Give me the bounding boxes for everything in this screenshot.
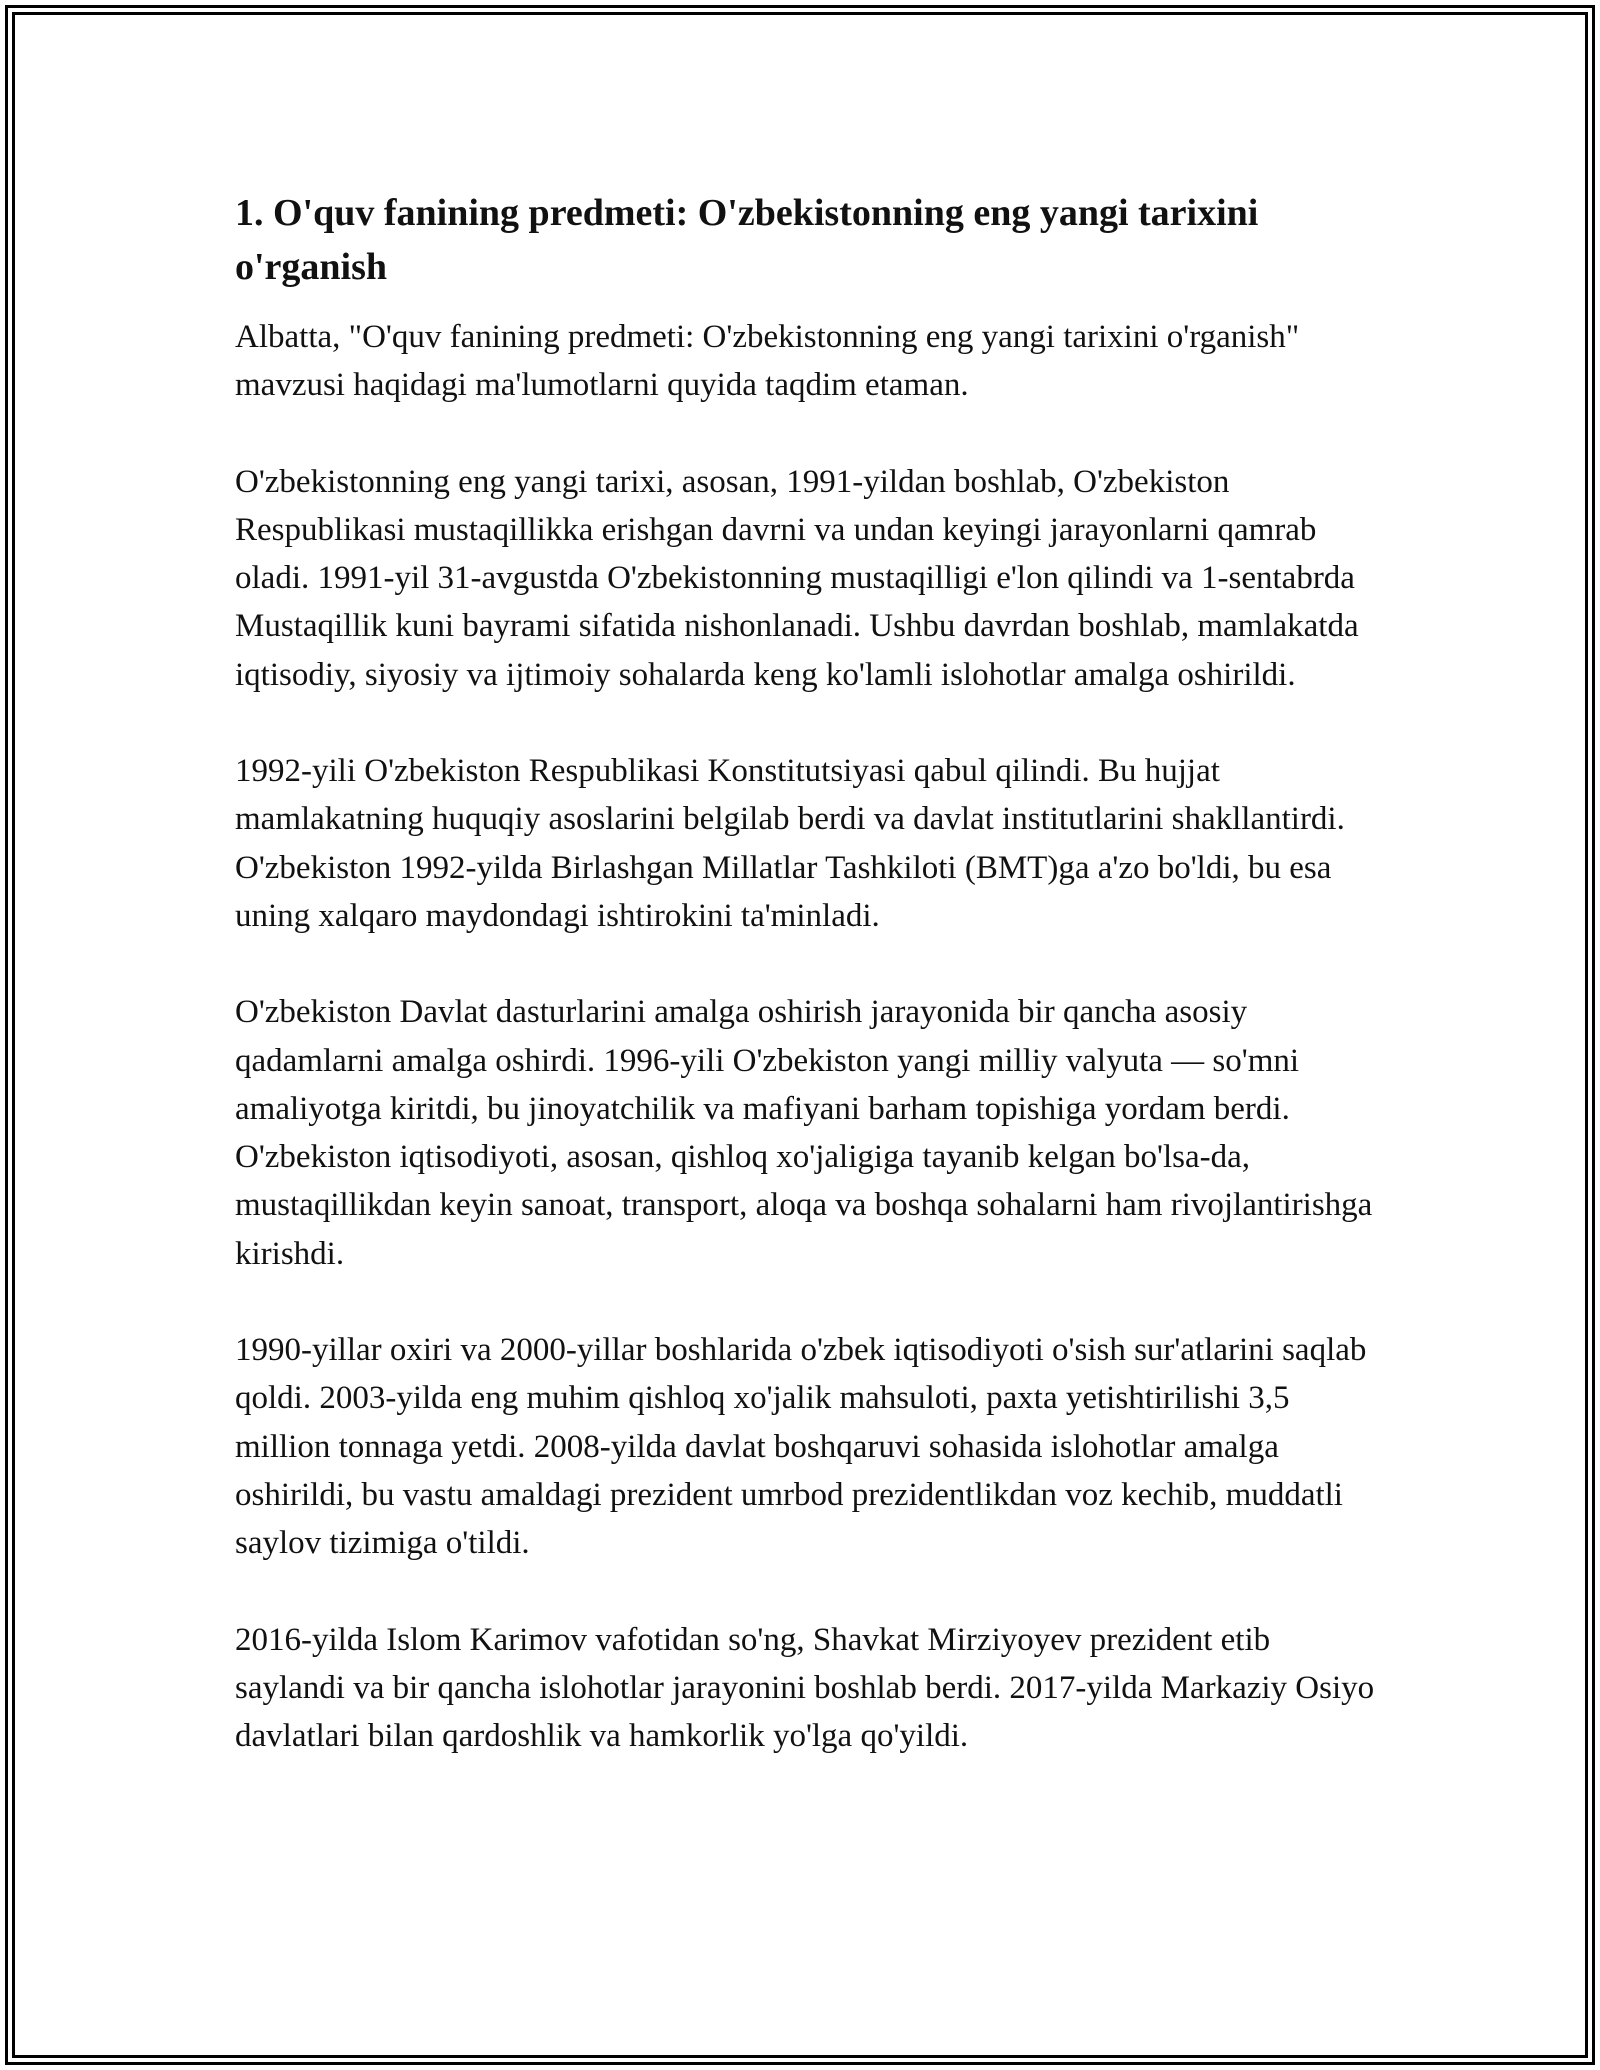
paragraph-intro: Albatta, "O'quv fanining predmeti: O'zbekistonning eng yangi tarixini o'rganish" mavzusi haqidagi ma'lumotlarni quyida taqdim etaman. bbox=[235, 319, 1300, 404]
document-title: 1. O'quv fanining predmeti: O'zbekistonning eng yangi tarixini o'rganish bbox=[235, 192, 1259, 288]
paragraph-economy-growth: 1990-yillar oxiri va 2000-yillar boshlarida o'zbek iqtisodiyoti o'sish sur'atlarini saqlab qoldi. 2003-yilda eng muhim qishloq xo'jalik mahsuloti, paxta yetishtirilishi 3,5 million tonnaga yetdi. 2008-yilda davlat boshqaruvi sohasida islohotlar amalga oshirildi, bu vastu amaldagi prezident umrbod prezidentlikdan voz kechib, muddatli saylov tizimiga o'tildi. bbox=[235, 1332, 1367, 1562]
document-body bbox=[235, 186, 1375, 1808]
paragraph-constitution: 1992-yili O'zbekiston Respublikasi Konstitutsiyasi qabul qilindi. Bu hujjat mamlakatning huquqiy asoslarini belgilab berdi va davlat institutlarini shakllantirdi. O'zbekiston 1992-yilda Birlashgan Millatlar Tashkiloti (BMT)ga a'zo bo'ldi, bu esa uning xalqaro maydondagi ishtirokini ta'minladi. bbox=[235, 753, 1345, 934]
paragraph-state-programs: O'zbekiston Davlat dasturlarini amalga oshirish jarayonida bir qancha asosiy qadamlarni amalga oshirdi. 1996-yili O'zbekiston yangi milliy valyuta — so'mni amaliyotga kiritdi, bu jinoyatchilik va mafiyani barham topishiga yordam berdi. O'zbekiston iqtisodiyoti, asosan, qishloq xo'jaligiga tayanib kelgan bo'lsa-da, mustaqillikdan keyin sanoat, transport, aloqa va boshqa sohalarni ham rivojlantirishga kirishdi. bbox=[235, 994, 1373, 1272]
paragraph-independence: O'zbekistonning eng yangi tarixi, asosan, 1991-yildan boshlab, O'zbekiston Respublikasi mustaqillikka erishgan davrni va undan keyingi jarayonlarni qamrab oladi. 1991-yil 31-avgustda O'zbekistonning mustaqilligi e'lon qilindi va 1-sentabrda Mustaqillik kuni bayrami sifatida nishonlanadi. Ushbu davrdan boshlab, mamlakatda iqtisodiy, siyosiy va ijtimoiy sohalarda keng ko'lamli islohotlar amalga oshirildi. bbox=[235, 463, 1359, 693]
paragraph-reforms-2016: 2016-yilda Islom Karimov vafotidan so'ng, Shavkat Mirziyoyev prezident etib saylandi va bir qancha islohotlar jarayonini boshlab berdi. 2017-yilda Markaziy Osiyo davlatlari bilan qardoshlik va hamkorlik yo'lga qo'yildi. bbox=[235, 1621, 1375, 1755]
